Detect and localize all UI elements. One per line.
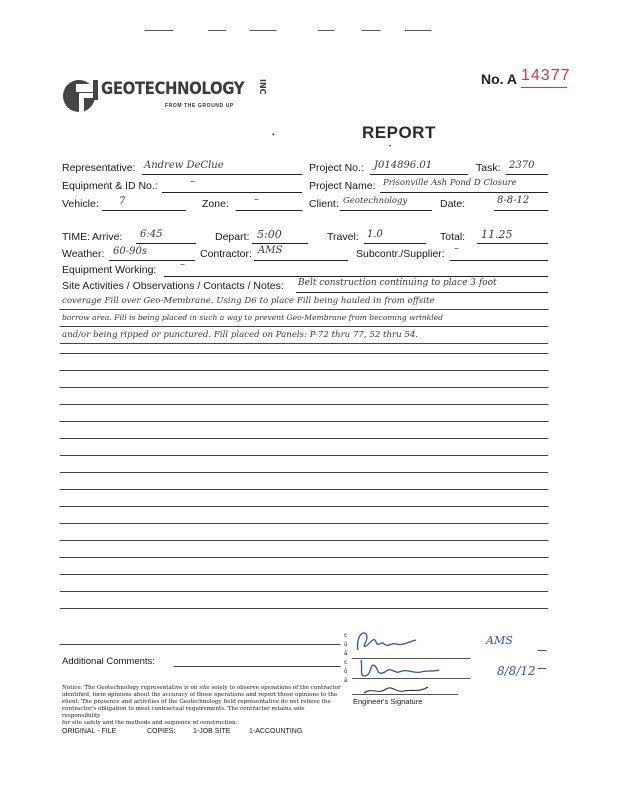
blank-rule <box>60 591 548 592</box>
task-underline <box>506 174 548 175</box>
date-label: Date: <box>440 198 466 210</box>
project-no-label: Project No.: <box>309 162 364 174</box>
project-name-label: Project Name: <box>309 180 376 192</box>
scan-mark: • <box>389 144 392 150</box>
travel-value: 1.0 <box>367 229 383 240</box>
report-number: 14377 <box>521 67 571 84</box>
signature-line <box>538 668 546 669</box>
representative-value: Andrew DeClue <box>144 160 224 171</box>
signature-line <box>538 650 546 651</box>
signature-side-marks: c ō ā c ō ā <box>344 633 348 684</box>
scan-mark <box>208 30 226 31</box>
blank-rule <box>60 644 340 645</box>
arrive-label: Arrive: <box>92 231 123 243</box>
notice-line: identified, form opinions about the accuracy of those operations and report those opinions to the <box>62 692 338 698</box>
report-number-underline <box>521 87 567 88</box>
blank-rule <box>60 353 548 354</box>
blank-rule <box>60 608 548 609</box>
equipment-working-label: Equipment Working: <box>62 264 157 276</box>
equipment-value: – <box>190 176 195 187</box>
notes-line: borrow area. Fill is being placed in such a way to prevent Geo-Membrane from becoming wrinkled <box>62 313 444 322</box>
copies-accounting: 1-ACCOUNTING <box>249 728 303 735</box>
copies-label: COPIES: <box>147 728 176 735</box>
task-label: Task: <box>476 162 501 174</box>
scan-mark <box>362 30 380 31</box>
representative-underline <box>142 174 302 175</box>
blank-rule <box>60 540 548 541</box>
date-underline <box>494 210 548 211</box>
engineer-signature-label: Engineer's Signature <box>353 697 423 706</box>
vehicle-value: 7 <box>119 196 126 207</box>
project-name-value: Prisonville Ash Pond D Closure <box>383 178 517 188</box>
subcontr-value: – <box>454 243 459 254</box>
project-name-underline <box>380 192 548 193</box>
contractor-label: Contractor: <box>200 248 252 260</box>
client-label: Client: <box>309 198 339 210</box>
company-suffix: INC <box>258 79 267 95</box>
blank-rule <box>60 523 548 524</box>
logo-mark-icon <box>62 76 96 114</box>
blank-rule <box>60 455 548 456</box>
date-value: 8-8-12 <box>497 195 530 206</box>
blank-rule <box>60 472 548 473</box>
scan-mark: • <box>272 130 275 139</box>
weather-label: Weather: <box>62 248 105 260</box>
equipment-working-value: – <box>180 259 185 270</box>
notes-label: Site Activities / Observations / Contacts / Notes: <box>62 280 284 292</box>
equipment-label: Equipment & ID No.: <box>62 180 158 192</box>
notice-line: for site safety and the methods and sequence of construction. <box>62 720 238 726</box>
project-no-value: J014896.01 <box>374 160 433 171</box>
equipment-underline <box>162 192 302 193</box>
equipment-working-underline <box>164 276 548 277</box>
notes-line: coverage Fill over Geo-Membrane. Using D6 to place Fill being hauled in from offsite <box>62 296 435 306</box>
notes-line: and/or being ripped or punctured. Fill placed on Panels: P-72 thru 77, 52 thru 54. <box>62 330 419 340</box>
copies-original: ORIGINAL - FILE <box>62 728 117 735</box>
representative-label: Representative: <box>62 162 136 174</box>
total-value: 11.25 <box>481 228 513 241</box>
zone-label: Zone: <box>202 198 229 210</box>
company-name: GEOTECHNOLOGY <box>101 79 245 99</box>
total-underline <box>477 243 548 244</box>
blank-rule <box>60 370 548 371</box>
depart-value: 5:00 <box>257 228 282 241</box>
blank-rule <box>60 404 548 405</box>
copies-job-site: 1-JOB SITE <box>193 728 231 735</box>
contractor-underline <box>254 260 348 261</box>
notice-line: Notice: The Geotechnology representative is on site solely to observe operations of the contractor <box>62 685 341 691</box>
notes-line: Belt construction continuing to place 3 foot <box>298 278 497 288</box>
blank-rule <box>60 489 548 490</box>
scan-mark <box>145 30 173 31</box>
weather-value: 60-90s <box>113 246 147 257</box>
subcontr-label: Subcontr./Supplier: <box>356 248 445 260</box>
subcontr-underline <box>450 260 548 261</box>
vehicle-label: Vehicle: <box>62 198 99 210</box>
client-underline <box>340 210 432 211</box>
blank-rule <box>60 506 548 507</box>
additional-comments-label: Additional Comments: <box>62 656 155 667</box>
contractor-rep-value: AMS <box>486 634 513 647</box>
company-logo <box>62 76 362 116</box>
scan-mark <box>405 30 431 31</box>
notice-line: client. The presence and activities of the Geotechnology field representative do not relieve the <box>62 699 331 705</box>
travel-underline <box>364 243 426 244</box>
blank-rule <box>60 574 548 575</box>
project-no-underline <box>370 174 468 175</box>
notice-line: contractor's obligation to meet contractual requirements. The contractor retains sole responsibility <box>62 706 305 719</box>
company-tagline: FROM THE GROUND UP <box>165 103 234 109</box>
scan-mark <box>250 30 276 31</box>
client-value: Geotechnology <box>343 196 408 206</box>
vehicle-underline <box>102 210 186 211</box>
total-label: Total: <box>440 231 466 243</box>
signature-line <box>352 678 470 679</box>
notice-text <box>62 685 342 727</box>
contractor-value: AMS <box>258 245 283 256</box>
notes-rule <box>60 309 548 310</box>
arrive-underline <box>136 243 196 244</box>
notes-rule <box>60 326 548 327</box>
logo-bar <box>93 80 98 100</box>
zone-value: – <box>254 194 259 205</box>
depart-underline <box>252 243 308 244</box>
blank-rule <box>60 387 548 388</box>
blank-rule <box>60 438 548 439</box>
blank-rule <box>60 421 548 422</box>
notes-rule <box>60 343 548 344</box>
travel-label: Travel: <box>327 231 359 243</box>
scan-mark <box>318 30 334 31</box>
sign-date-value: 8/8/12 <box>497 664 536 678</box>
depart-label: Depart: <box>215 231 250 243</box>
report-title: REPORT <box>362 123 436 142</box>
zone-underline <box>236 210 302 211</box>
arrive-value: 6:45 <box>140 229 163 240</box>
task-value: 2370 <box>509 160 535 171</box>
engineer-signature-line <box>352 694 458 695</box>
blank-rule <box>60 557 548 558</box>
report-number-label: No. A <box>481 71 518 87</box>
time-label: TIME: <box>62 231 90 243</box>
additional-comments-underline <box>174 666 340 667</box>
notes-underline <box>296 292 548 293</box>
